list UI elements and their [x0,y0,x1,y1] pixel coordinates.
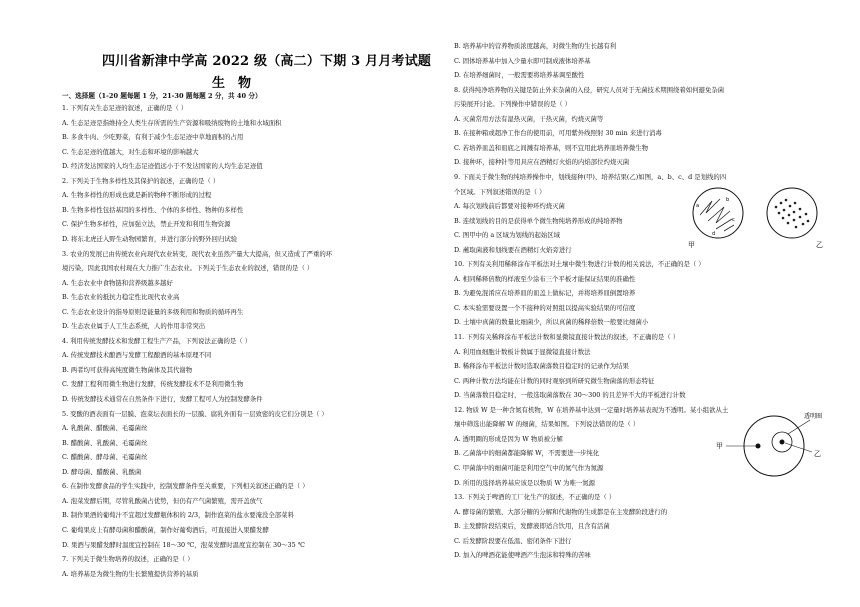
question-line: C. 保护生物多样性，应加强立法，禁止开发和利用生物资源 [62,220,231,229]
question-line: C. 图甲中的 a 区域为划线的起始区域 [454,231,561,240]
question-line: B. 乙菌落中的细菌都能降解 W，不需要进一步纯化 [454,449,600,458]
question-line: D. 所用的选择培养基应该是以物质 W 为唯一氮源 [454,478,596,487]
question-line: A. 灭菌常用方法有湿热灭菌，干热灭菌，灼烧灭菌等 [454,114,604,123]
question-line: C. 本实验需要设置一个不接种的对照组以提高实验结果的可信度 [454,303,636,312]
question-line: 2. 下列关于生物多样性及其保护的叙述，正确的是（ ） [62,176,220,185]
question-line: B. 醋酸菌、乳酸菌、毛霉菌丝 [62,438,148,447]
question-line: 3. 农业的发展已由传统农业向现代农业转变，现代农业虽然产量大大提高，但又造成了严重的环 [62,249,333,258]
figure12-label-ring: 透明圈 [804,413,823,420]
question-line: A. 生态足迹是指维持全人类生存所需的生产资源和吸纳废物的土地和水域面积 [62,118,282,127]
question-line: B. 生物多样性包括基因的多样性、个体的多样性、物种的多样性 [62,205,244,214]
question-line: D. 生态农业属于人工生态系统，人的作用非常突出 [62,322,206,331]
svg-text:c: c [732,217,735,223]
question-line: D. 将东北虎迁入野生动物园繁育，并进行部分的野外回归试验 [62,234,238,243]
question-line: C. 甲菌落中的细菌可能是利用空气中的氮气作为氮源 [454,463,604,472]
question-line: C. 醋酸菌、酵母菌、毛霉菌丝 [62,453,148,462]
question-line: A. 乳酸菌、醋酸菌、毛霉菌丝 [62,424,148,433]
question-line: B. 生态农业的抵抗力稳定性比现代农业高 [62,293,180,302]
figure12-label-yi: 乙 [814,450,821,458]
figure9-label-jia: 甲 [688,241,695,249]
question-line: B. 两者均可获得高纯度微生物菌体及其代谢物 [62,365,193,374]
question-line: A. 培养基是为微生物的生长繁殖提供营养的基质 [62,569,199,578]
question-line: A. 相同稀释倍数的样液至少涂布三个平板才能保证结果的准确性 [454,274,636,283]
question-line: 5. 变酸的酒表面有一层膜、泡菜坛表面长的一层膜、腐乳外面有一层致密的皮它们分别是（ ） [62,409,328,418]
figure12-label-jia: 甲 [716,442,723,450]
question-line: 11. 下列有关稀释涂布平板法计数和显微镜直接计数法的叙述，不正确的是（ ） [454,333,680,341]
question-line: C. 葡萄果皮上有酵母菌和醋酸菌，制作好葡萄酒后，可直接进入果醋发酵 [62,525,269,534]
question-line: D. 蘸取菌液和划线要在酒精灯火焰旁进行 [454,245,572,254]
question-line: B. 主发酵阶段结束后，发酵液即适合饮用，且含有活菌 [454,522,610,531]
question-line: 10. 下列有关利用稀释涂布平板法对土壤中微生物进行计数的相关说法，不正确的是（ ） [454,260,705,269]
question-line: C. 发酵工程利用微生物进行发酵，传统发酵技术不是利用微生物 [62,380,244,389]
streak-plate-figure [686,185,834,251]
question-line: C. 生态足迹的值越大，对生态和环境的影响越大 [62,147,199,156]
question-line: D. 在培养细菌时，一般需要将培养基调至酸性 [454,71,585,80]
question-line: C. 若培养皿盖和皿底之间溅有培养基，则不宜用此培养皿培养微生物 [454,143,649,152]
question-line: B. 在接种箱或超净工作台的使用前，可用紫外线照射 30 min 来进行消毒 [454,129,662,138]
question-line: 个区域。下列叙述错误的是（ ） [454,187,546,196]
question-line: 4. 利用传统发酵技术和发酵工程生产产品，下列说法正确的是（ ） [62,336,252,345]
question-line: A. 透明圈的形成是因为 W 物质被分解 [454,434,563,443]
svg-text:d: d [712,231,716,237]
question-line: 12. 物质 W 是一种含氮有机物，W 在培养基中达到一定量时培养基表现为不透明。某小组欲从土 [454,405,729,414]
question-line: 壤中筛选出能降解 W 的细菌，结果如图。下列说法错误的是（ ） [454,420,640,429]
question-line: C. 后发酵阶段要在低温、密闭条件下进行 [454,536,572,545]
exam-title: 四川省新津中学高 2022 级（高二）下期 3 月月考试题 [102,54,432,69]
question-line: 1. 下列有关生态足迹的叙述，正确的是（ ） [62,104,188,112]
question-line: D. 接种环，接种针等用具应在酒精灯火焰的内焰部位灼烧灭菌 [454,158,630,167]
clear-zone-figure [716,408,836,478]
svg-text:a: a [696,203,700,209]
question-line: 7. 下列关于微生物培养的叙述，正确的是（ ） [62,555,194,564]
question-line: C. 生态农业设计的指导原则是能量的多级利用和物质的循环再生 [62,307,244,316]
section-heading: 一、选择题（1-20 题每题 1 分，21-30 题每题 2 分，共 40 分） [62,92,262,100]
question-line: A. 泡菜发酵后期，尽管乳酸菌占优势，但仍有产气菌繁殖，需开盖放气 [62,496,263,505]
question-line: D. 加入的啤酒花能使啤酒产生泡沫和特殊的苦味 [454,551,591,560]
question-line: B. 为避免混淆应在培养皿的皿盖上做标记，并将培养皿倒置培养 [454,289,636,298]
question-line: B. 培养基中的营养物质浓度越高，对微生物的生长越有利 [454,42,617,50]
question-line: B. 稀释涂布平板法计数时选取菌落数目稳定时的记录作为结果 [454,362,629,371]
figure9-label-yi: 乙 [816,241,823,249]
question-line: A. 每次划线前后都要对接种环灼烧灭菌 [454,202,565,211]
question-line: A. 酵母菌的繁殖、大部分糖的分解和代谢物的生成都是在主发酵阶段进行的 [454,507,668,516]
question-line: 9. 下面关于微生物的纯培养操作中，划线接种(甲)、培养结果(乙)如图，a、b、c、d 是划线的四 [454,172,727,181]
question-line: C. 两种计数方法均能在计数的同时观察到所研究微生物菌落的形态特征 [454,376,655,385]
question-line: D. 传统发酵技术通常在自然条件下进行，发酵工程可人为控制发酵条件 [62,395,263,403]
question-line: 13. 下列关于啤酒的工厂化生产的叙述，不正确的是（ ） [454,493,616,502]
question-line: B. 连续划线的目的是获得单个微生物纯培养形成的纯培养物 [454,216,623,225]
question-line: D. 当菌落数目稳定时，一般选取菌落数在 30～300 的且差异不大的平板进行计数 [454,391,686,400]
question-line: D. 土壤中真菌的数量比细菌少，所以真菌的稀释倍数一般要比细菌小 [454,318,649,327]
question-line: A. 利用血细胞计数板计数属于显微镜直接计数法 [454,347,591,356]
question-line: A. 生物多样性的形成也就是新的物种不断形成的过程 [62,191,212,200]
question-line: 8. 获得纯净培养物的关键是防止外来杂菌的入侵，研究人员对于无菌技术期围绕着如何避免杂菌 [454,85,725,94]
question-line: C. 固体培养基中加入少量水即可制成液体培养基 [454,56,591,65]
question-line: 6. 在制作发酵食品的学生实践中，控制发酵条件至关重要，下列相关叙述正确的是（ ） [62,482,309,491]
question-line: B. 多食牛肉、少吃野菜，有利于减少生态足迹中草地面积的占用 [62,133,244,142]
question-line: D. 酵母菌、醋酸菌、乳酸菌 [62,467,142,476]
question-line: B. 制作果酒的葡萄汁不宜超过发酵瓶体积的 2/3，制作泡菜的盐水要淹没全部菜料 [62,511,294,520]
subject-title: 生 物 [212,76,252,91]
question-line: A. 生态农业中食物链和营养级越多越好 [62,278,173,287]
question-line: 境污染，因此我国农村现在大力推广生态农业。下列关于生态农业的叙述，错误的是（ ） [62,264,314,273]
question-line: 污染展开讨论。下列操作中错误的是（ ） [454,100,572,109]
svg-text:b: b [726,197,730,203]
question-line: D. 果酒与果醋发酵时温度宜控制在 18～30 ℃，泡菜发酵时温度宜控制在 30～35 ℃ [62,540,305,549]
question-line: A. 传统发酵技术酿酒与发酵工程酿酒的基本原理不同 [62,351,212,360]
question-line: D. 经济发达国家的人均生态足迹值远小于不发达国家的人均生态足迹值 [62,162,263,171]
